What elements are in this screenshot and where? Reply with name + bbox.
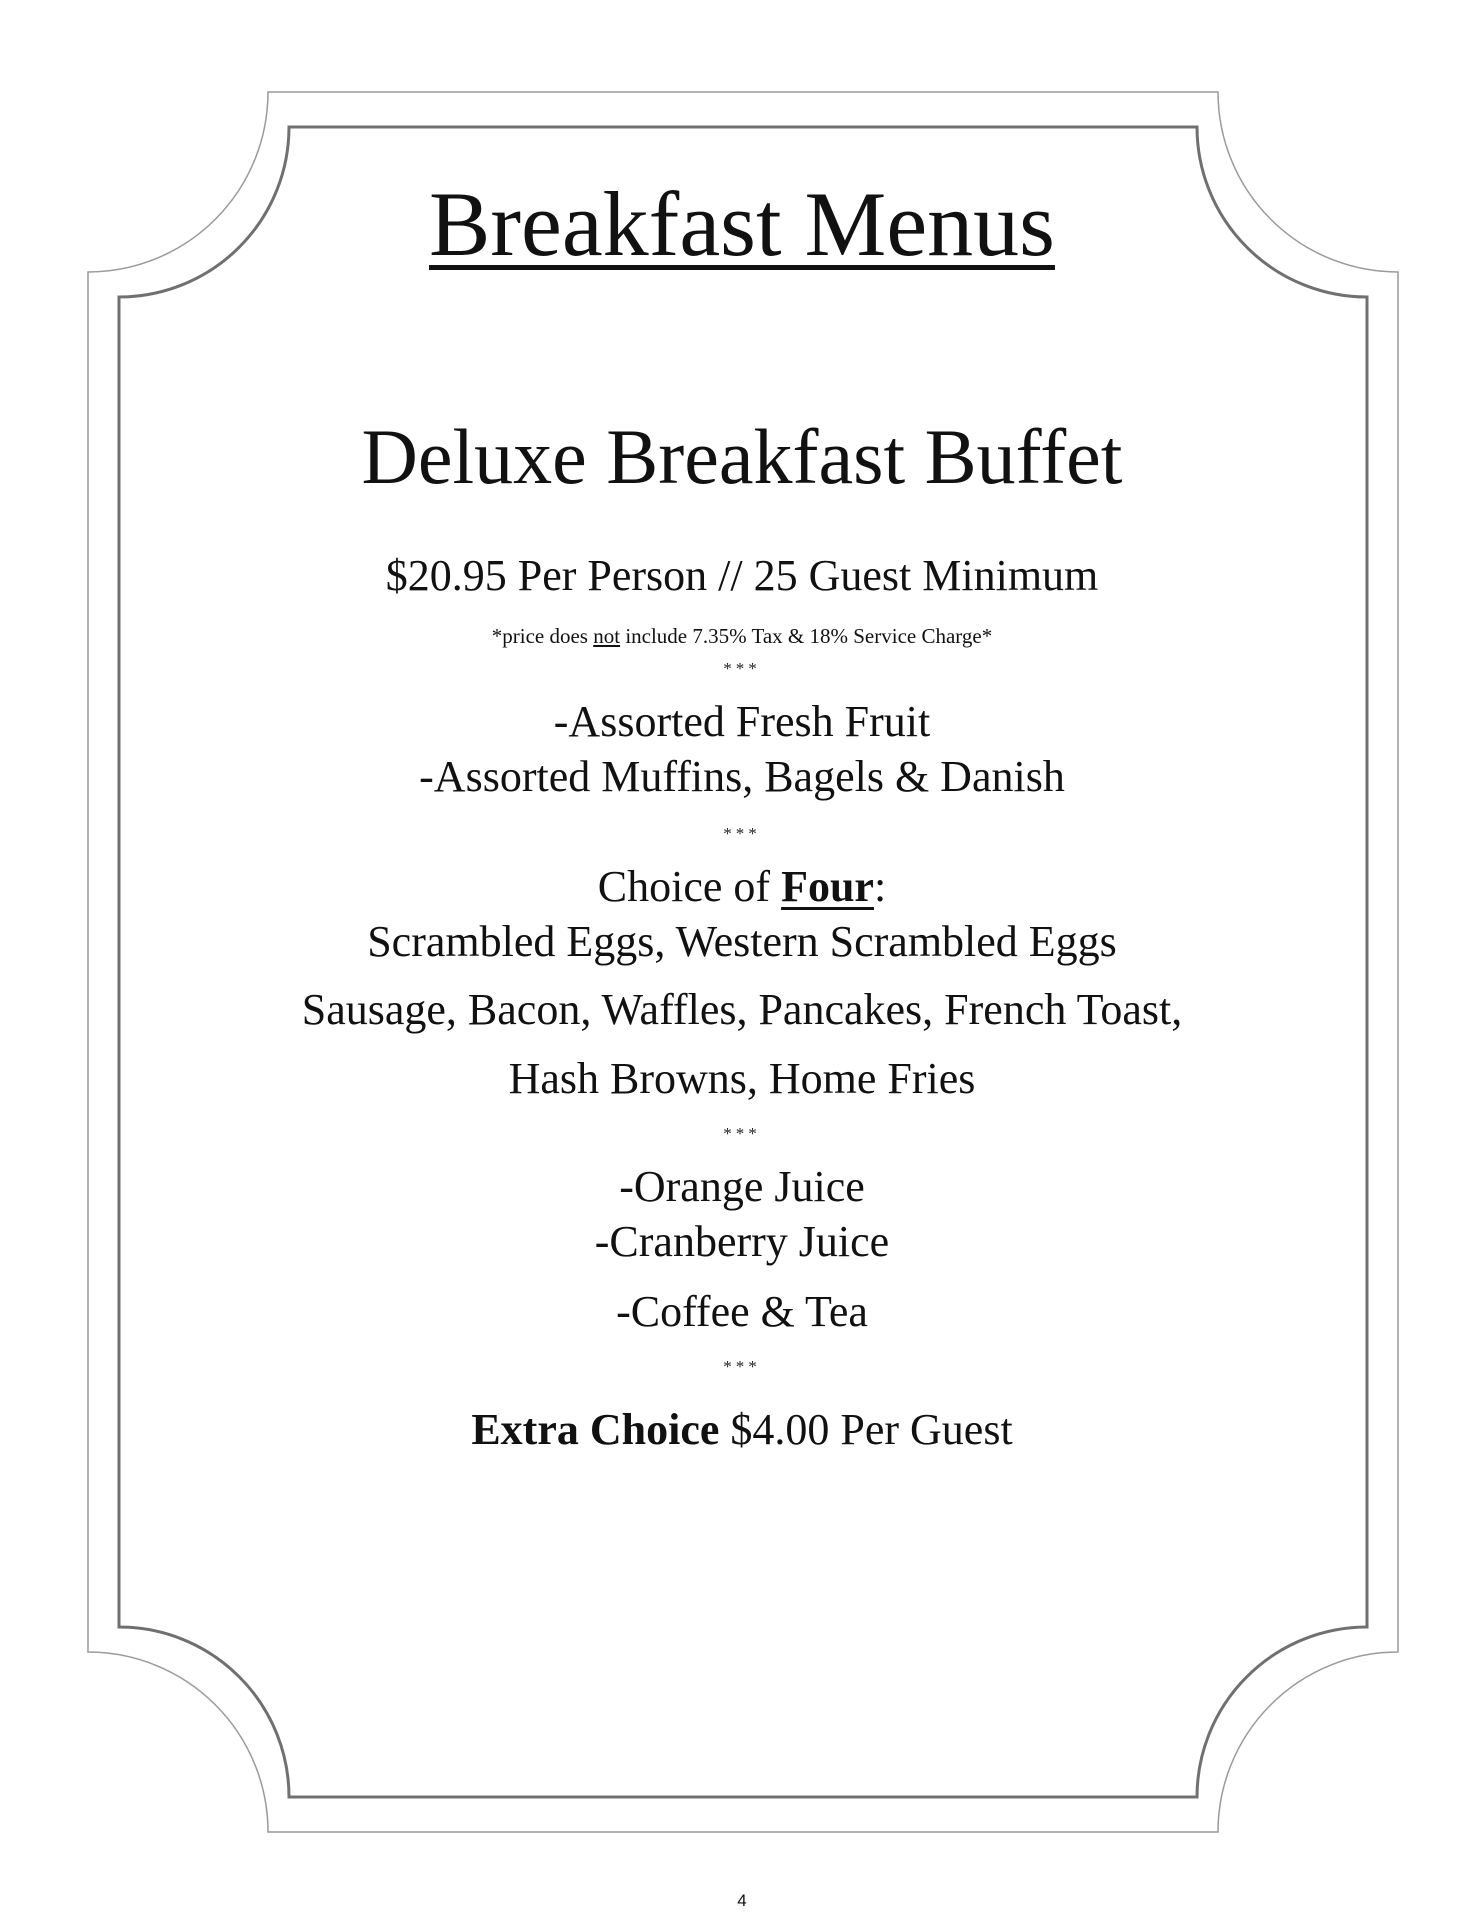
choice-suffix: :: [873, 862, 887, 911]
choice-line-meats-breads: Sausage, Bacon, Waffles, Pancakes, French Toast,: [301, 985, 1183, 1034]
tax-note-after: include 7.35% Tax & 18% Service Charge*: [620, 624, 993, 648]
price-line: $20.95 Per Person // 25 Guest Minimum: [385, 551, 1099, 600]
choice-count: Four: [781, 862, 874, 911]
drink-item-coffee-tea: -Coffee & Tea: [616, 1287, 868, 1336]
tax-note: [0, 626, 1484, 647]
menu-name: Deluxe Breakfast Buffet: [361, 413, 1123, 500]
separator-4: ***: [723, 1357, 761, 1376]
drink-item-orange: -Orange Juice: [619, 1162, 865, 1211]
separator-2: ***: [723, 824, 761, 843]
tax-note-not: not: [593, 624, 621, 648]
extra-choice-price: $4.00 Per Guest: [719, 1405, 1013, 1454]
extra-choice-label: Extra Choice: [471, 1405, 720, 1454]
choice-line-potatoes: Hash Browns, Home Fries: [508, 1054, 976, 1103]
separator-1: ***: [723, 659, 761, 678]
page-number: 4: [737, 1891, 747, 1910]
choice-line-eggs: Scrambled Eggs, Western Scrambled Eggs: [367, 917, 1117, 966]
page-title: [0, 173, 1484, 275]
page-title-text: Breakfast Menus: [429, 173, 1055, 275]
starter-item-fruit: -Assorted Fresh Fruit: [553, 697, 931, 746]
drink-item-cranberry: -Cranberry Juice: [594, 1217, 890, 1266]
starter-item-pastries: -Assorted Muffins, Bagels & Danish: [419, 752, 1065, 801]
choice-prefix: Choice of: [597, 862, 782, 911]
choice-heading: [0, 862, 1484, 911]
extra-choice: [0, 1405, 1484, 1454]
separator-3: ***: [723, 1124, 761, 1143]
tax-note-before: *price does: [491, 624, 594, 648]
